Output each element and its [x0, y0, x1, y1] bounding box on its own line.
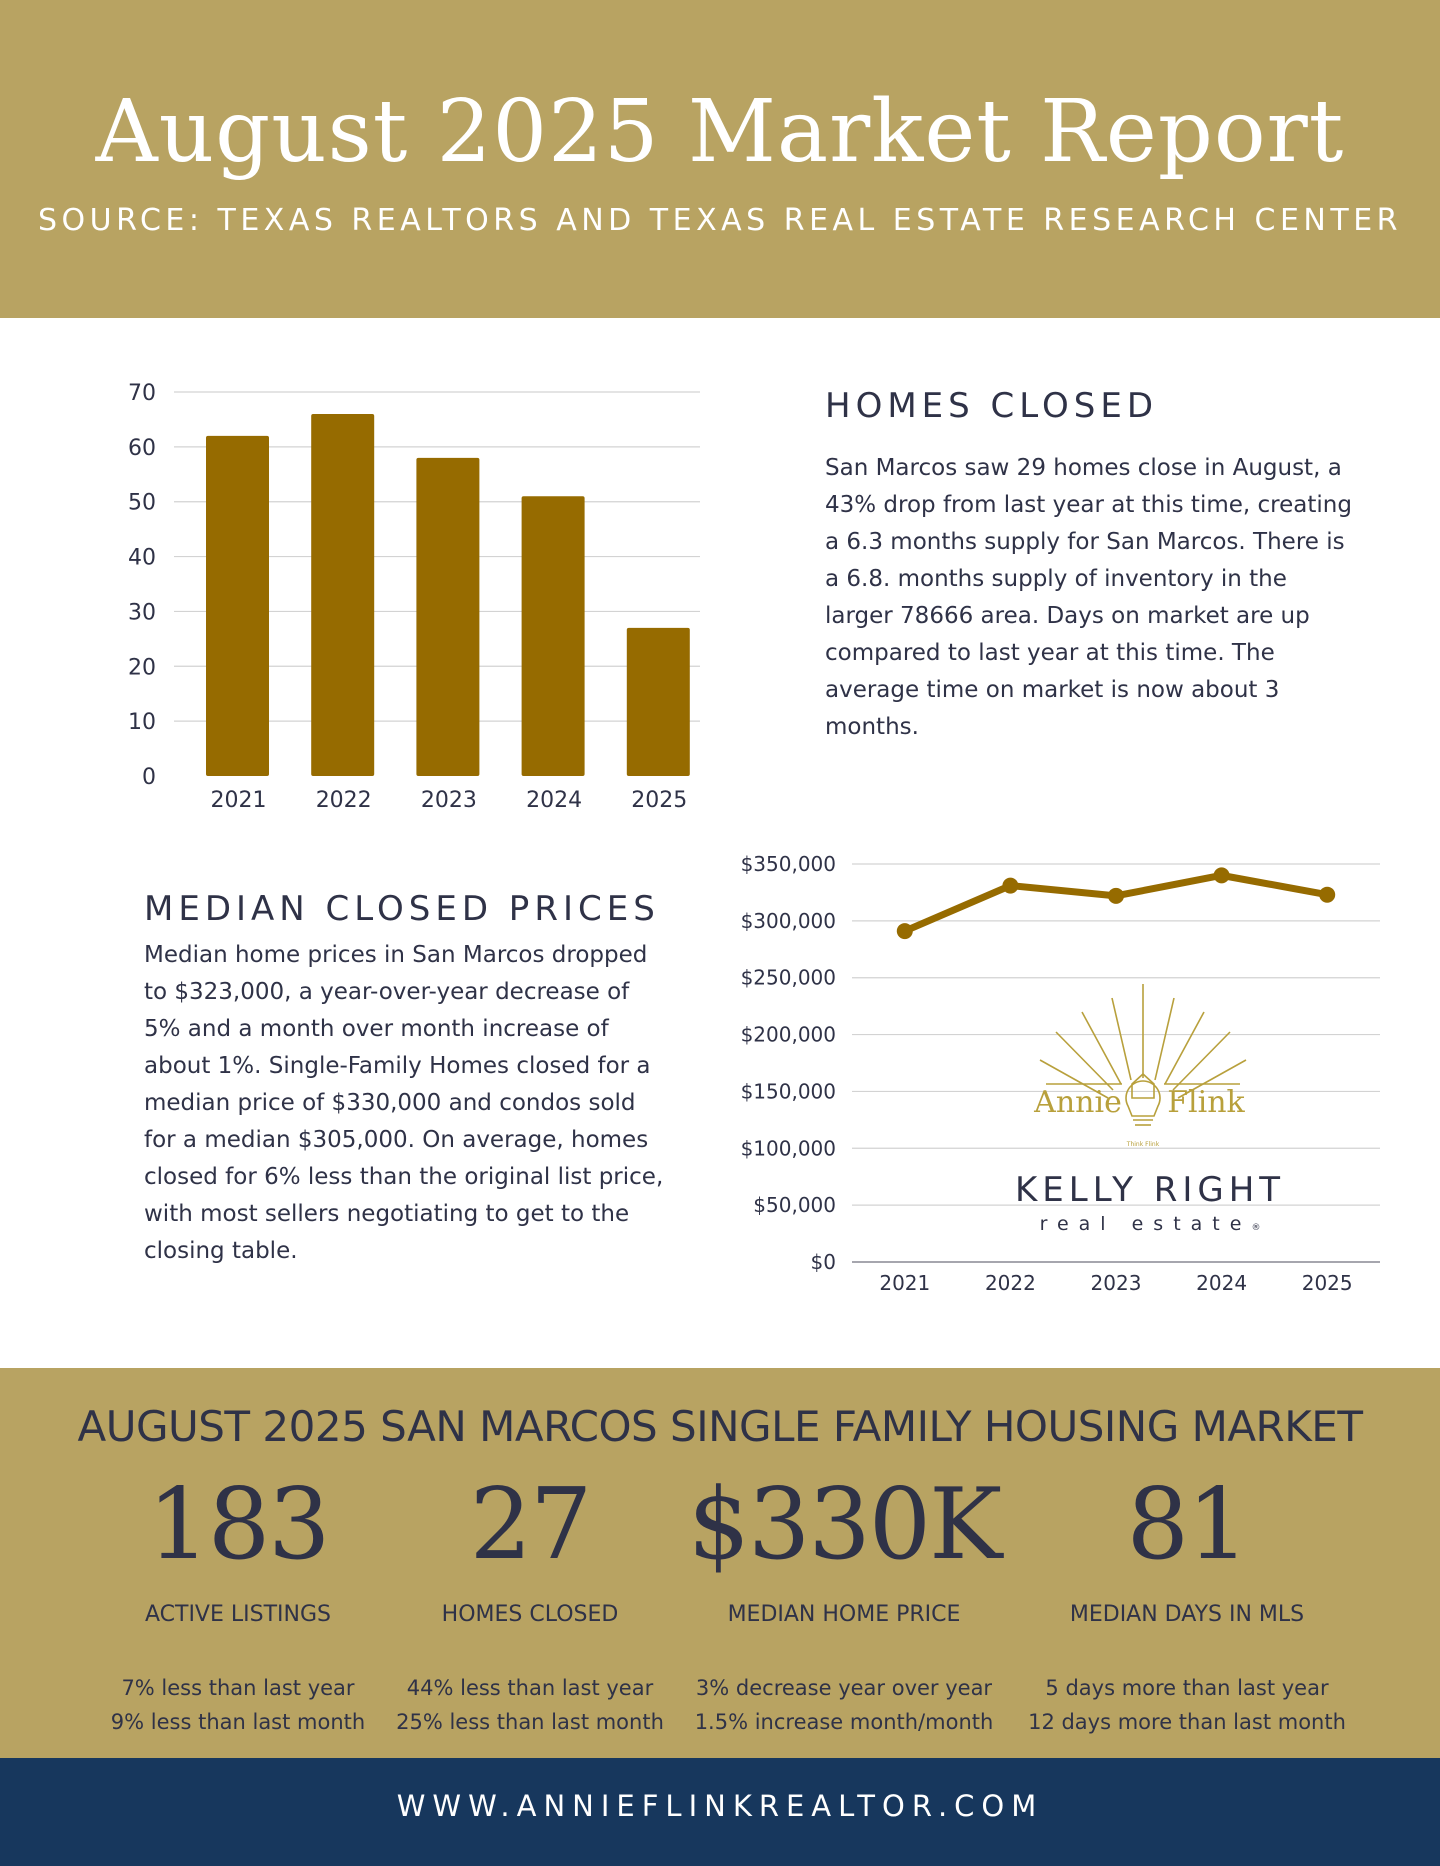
stat-note	[679, 1671, 1009, 1739]
bar	[416, 458, 479, 776]
stat-note-line: 9% less than last month	[110, 1710, 366, 1734]
y-tick-label: 60	[128, 435, 156, 461]
homes-closed-line: compared to last year at this time. The	[825, 640, 1275, 666]
y-tick-label: 0	[142, 765, 156, 790]
bar	[311, 414, 374, 776]
x-tick-label: 2021	[210, 788, 267, 813]
y-tick-label: 40	[128, 545, 156, 571]
stat-note-line: 25% less than last month	[396, 1710, 664, 1734]
x-tick-label: 2023	[420, 788, 477, 813]
brand-subtitle-text: real estate	[1039, 1213, 1252, 1235]
x-tick-label: 2022	[315, 788, 372, 813]
logo-name-left: Annie	[1034, 1085, 1122, 1120]
y-tick-label: $350,000	[740, 852, 836, 876]
y-tick-label: 10	[128, 710, 156, 736]
stat-note-line: 44% less than last year	[406, 1676, 654, 1700]
stat-median-days	[1022, 1470, 1352, 1739]
stat-label: ACTIVE LISTINGS	[144, 1602, 331, 1627]
stat-value: 27	[469, 1468, 591, 1582]
data-point	[1214, 867, 1230, 883]
stats-title: AUGUST 2025 SAN MARCOS SINGLE FAMILY HOUSING MARKET	[77, 1402, 1363, 1451]
homes-closed-line: 43% drop from last year at this time, creating	[825, 492, 1352, 518]
stat-median-home-price	[679, 1470, 1009, 1739]
x-tick-label: 2025	[1301, 1271, 1353, 1295]
stat-homes-closed	[365, 1470, 695, 1739]
median-prices-line: closed for 6% less than the original list price,	[144, 1164, 664, 1190]
bar	[206, 436, 269, 776]
stat-value: $330K	[687, 1468, 1001, 1582]
y-tick-label: $150,000	[740, 1079, 836, 1104]
homes-closed-line: San Marcos saw 29 homes close in August, a	[825, 455, 1342, 481]
median-prices-line: with most sellers negotiating to get to the	[144, 1201, 630, 1227]
homes-closed-line: average time on market is now about 3	[825, 677, 1280, 703]
source-line: SOURCE: TEXAS REALTORS AND TEXAS REAL ESTATE RESEARCH CENTER	[37, 203, 1402, 238]
bar	[627, 628, 690, 776]
median-prices-body	[144, 937, 704, 1270]
x-tick-label: 2021	[879, 1271, 931, 1295]
x-tick-label: 2024	[526, 788, 583, 813]
y-tick-label: $250,000	[740, 965, 836, 990]
y-tick-label: $0	[810, 1250, 836, 1274]
website-link[interactable]: WWW.ANNIEFLINKREALTOR.COM	[396, 1789, 1044, 1823]
median-prices-line: 5% and a month over month increase of	[144, 1016, 609, 1042]
median-prices-line: median price of $330,000 and condos sold	[144, 1090, 636, 1116]
median-prices-line: about 1%. Single-Family Homes closed for a	[144, 1053, 651, 1079]
median-prices-line: Median home prices in San Marcos dropped	[144, 942, 648, 968]
homes-closed-body	[825, 450, 1385, 746]
logo-tagline: Think Flink	[1126, 1141, 1160, 1148]
homes-closed-line: larger 78666 area. Days on market are up	[825, 603, 1310, 629]
stat-note	[1022, 1671, 1352, 1739]
bar	[522, 496, 585, 776]
homes-closed-line: a 6.8. months supply of inventory in the	[825, 566, 1287, 592]
brand-name: KELLY RIGHT	[1014, 1170, 1286, 1210]
data-point	[1002, 878, 1018, 894]
stat-label: MEDIAN DAYS IN MLS	[1069, 1602, 1305, 1627]
stat-active-listings	[73, 1470, 403, 1739]
y-tick-label: 20	[128, 655, 156, 681]
homes-closed-heading: HOMES CLOSED	[825, 386, 1159, 426]
y-tick-label: $50,000	[753, 1193, 836, 1218]
stat-note	[73, 1671, 403, 1739]
x-tick-label: 2023	[1090, 1271, 1142, 1295]
y-tick-label: 30	[128, 600, 156, 626]
x-tick-label: 2022	[984, 1271, 1036, 1295]
median-prices-heading: MEDIAN CLOSED PRICES	[144, 889, 660, 929]
median-prices-line: to $323,000, a year-over-year decrease of	[144, 979, 630, 1005]
registered-mark: ®	[1251, 1223, 1261, 1233]
y-tick-label: $100,000	[740, 1136, 836, 1161]
stat-value: 81	[1126, 1468, 1248, 1582]
brand-subtitle	[980, 1213, 1320, 1235]
stat-label: HOMES CLOSED	[441, 1602, 619, 1627]
stat-note-line: 5 days more than last year	[1045, 1676, 1329, 1700]
y-tick-label: 70	[128, 381, 156, 406]
data-point	[1319, 887, 1335, 903]
stat-note	[365, 1671, 695, 1739]
y-tick-label: 50	[128, 490, 156, 516]
data-point	[897, 923, 913, 939]
median-prices-line: closing table.	[144, 1238, 298, 1264]
y-tick-label: $200,000	[740, 1022, 836, 1047]
logo-name-right: Flink	[1167, 1085, 1245, 1120]
homes-closed-line: a 6.3 months supply for San Marcos. There is	[825, 529, 1345, 555]
x-tick-label: 2025	[631, 788, 688, 813]
stat-note-line: 12 days more than last month	[1028, 1710, 1346, 1734]
homes-closed-line: months.	[825, 714, 919, 740]
stat-note-line: 7% less than last year	[121, 1676, 355, 1700]
median-prices-line: for a median $305,000. On average, homes	[144, 1127, 649, 1153]
page-title: August 2025 Market Report	[95, 82, 1345, 182]
homes-closed-bar-chart	[0, 360, 760, 830]
stat-note-line: 1.5% increase month/month	[694, 1710, 994, 1734]
stat-value: 183	[147, 1468, 329, 1582]
stat-note-line: 3% decrease year over year	[695, 1676, 993, 1700]
y-tick-label: $300,000	[740, 908, 836, 933]
data-point	[1108, 888, 1124, 904]
stat-label: MEDIAN HOME PRICE	[727, 1602, 961, 1627]
x-tick-label: 2024	[1196, 1271, 1248, 1295]
